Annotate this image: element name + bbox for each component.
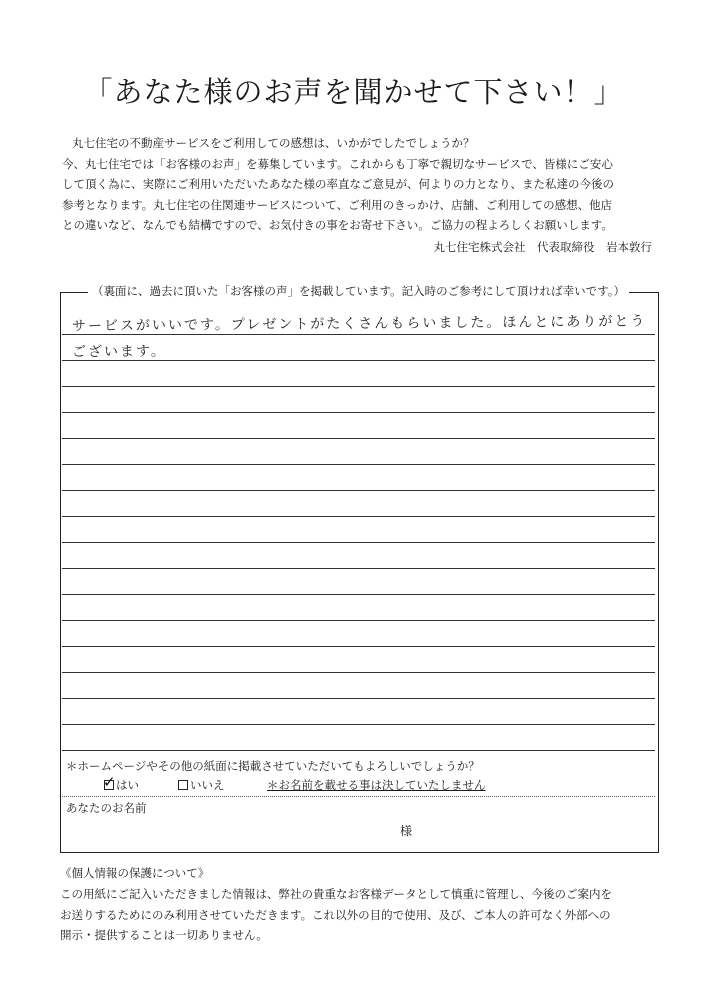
divider-line [62,796,655,797]
honorific-sama: 様 [400,824,413,838]
form-note-text: （裏面に、過去に頂いた「お客様の声」を掲載しています。記入時のご参考にして頂ければ幸いです。） [88,284,629,298]
page-title: 「あなた様のお声を聞かせて下さい！」 [83,75,624,109]
signature: 丸七住宅株式会社 代表取締役 岩本敦行 [433,240,652,254]
writing-line [62,542,655,543]
handwritten-comment-line[interactable]: サービスがいいです。プレゼントがたくさんもらいました。ほんとにありがとう [71,313,647,335]
intro-text [62,133,662,236]
writing-line [62,750,655,751]
publish-question: ＊ホームページやその他の紙面に掲載させていただいてもよろしいでしょうか？ [66,759,480,773]
privacy-title: 《個人情報の保護について》 [60,866,210,880]
option-no-label: いいえ [190,778,225,792]
form-note [60,283,657,299]
intro-line: との違いなど、なんでも結構ですので、お気付きの事をお寄せ下さい。ご協力の程よろしくお願いします。 [62,218,613,232]
checkbox-no[interactable] [178,780,188,790]
privacy-line: お送りするためにのみ利用させていただきます。これ以外の目的で使用、及び、ご本人の許可なく外部への [60,907,611,922]
intro-line: して頂く為に、実際にご利用いただいたあなた様の率直なご意見が、何よりの力となり、また私達の今後の [62,177,614,191]
writing-line [62,698,655,699]
writing-line [62,438,655,439]
checkbox-yes[interactable] [103,773,116,791]
writing-line [62,646,655,647]
privacy-line: 開示・提供することは一切ありません。 [60,928,268,942]
checkmark-icon: ✓ [103,773,116,791]
writing-line [62,568,655,569]
intro-line: 今、丸七住宅では「お客様のお声」を募集しています。これからも丁寧で親切なサービスで、皆様にご安心 [62,156,613,171]
writing-line [62,516,655,517]
writing-line [62,490,655,491]
privacy-line: この用紙にご記入いただきました情報は、弊社の貴重なお客様データとして慎重に管理し、今後のご案内を [60,887,612,901]
privacy-text [60,884,680,946]
handwritten-comment-line[interactable]: ございます。 [71,343,167,361]
option-yes-label: はい [116,778,139,792]
writing-line [62,672,655,673]
intro-line: 丸七住宅の不動産サービスをご利用しての感想は、いかがでしたでしょうか？ [72,136,475,150]
option-yes[interactable] [103,773,139,793]
writing-line [62,464,655,465]
writing-line [62,386,655,387]
writing-line [62,724,655,725]
writing-line [62,594,655,595]
writing-line [62,412,655,413]
name-privacy-note: ＊お名前を載せる事は決していたしません [267,778,486,792]
writing-line [62,620,655,621]
option-no[interactable] [178,777,225,793]
intro-line: 参考となります。丸七住宅の住関連サービスについて、ご利用のきっかけ、店舗、ご利用しての感想、他店 [62,197,613,212]
name-label: あなたのお名前 [66,801,147,815]
